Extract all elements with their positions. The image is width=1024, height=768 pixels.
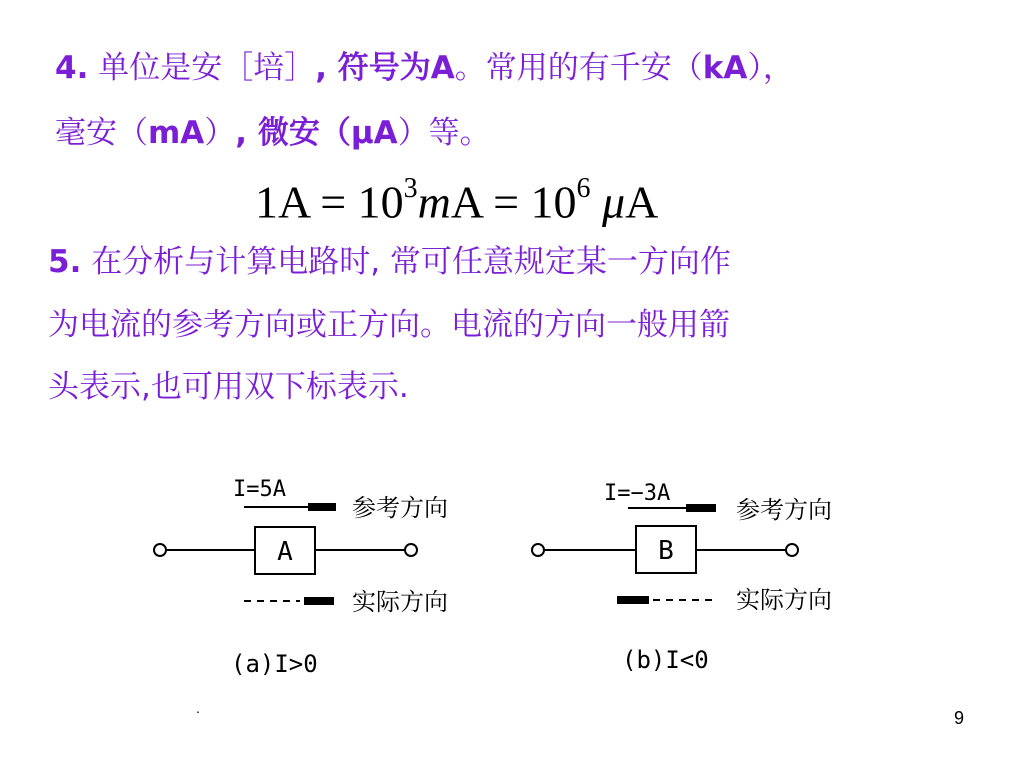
- point4-text-j: , 微安（: [235, 115, 351, 151]
- point4-text-e: kA: [702, 50, 748, 86]
- formula-prefix2: μ: [602, 176, 626, 228]
- diagram-a-caption: (a)I>0: [231, 650, 318, 678]
- diagram-a-right-terminal: [405, 544, 417, 556]
- formula-base1: 10: [357, 176, 404, 228]
- point4-text-g: 毫安（: [55, 115, 148, 151]
- diagram-b-current-label: I=−3A: [604, 481, 671, 506]
- diagram-b-caption: (b)I<0: [622, 646, 709, 674]
- point4-number: 4.: [55, 50, 89, 86]
- point4-text-f: ），: [747, 50, 794, 86]
- formula-unit1: A: [450, 176, 482, 228]
- formula-lhs: 1A: [255, 176, 309, 228]
- diagram-b-ref-arrow-head: [686, 504, 716, 512]
- point4-text-d: 。常用的有千安（: [454, 50, 703, 86]
- formula-prefix1: m: [417, 176, 451, 228]
- diagram-b: [532, 481, 832, 674]
- point4-text-l: ）等。: [397, 115, 491, 151]
- diagram-a-ref-label: 参考方向: [352, 494, 448, 522]
- diagram-a-left-terminal: [154, 544, 166, 556]
- diagram-b-actual-label: 实际方向: [736, 586, 832, 614]
- page-number: 9: [953, 708, 964, 728]
- formula-unit2: A: [625, 176, 659, 228]
- point5-text-2: 为电流的参考方向或正方向。电流的方向一般用箭: [48, 307, 730, 343]
- diagram-a: [154, 477, 448, 678]
- point5-text-3: 头表示,也可用双下标表示.: [48, 369, 409, 405]
- diagram-a-actual-label: 实际方向: [352, 588, 448, 616]
- point4-text-a: 单位是安［培］: [98, 50, 316, 86]
- diagram-b-element-label: B: [658, 536, 674, 566]
- point4-text-b: , 符号为: [315, 50, 431, 86]
- diagram-b-left-terminal: [532, 544, 544, 556]
- point4-text-h: mA: [148, 115, 205, 151]
- formula-eq2: =: [493, 176, 520, 228]
- diagram-a-element-label: A: [277, 537, 293, 567]
- diagram-a-actual-arrow-head: [304, 597, 334, 605]
- point4-text-c: A: [430, 50, 455, 86]
- formula-exp1: 3: [403, 173, 418, 204]
- diagram-a-ref-arrow-head: [308, 503, 336, 511]
- footer-dot: .: [196, 700, 200, 716]
- diagram-b-actual-arrow-head: [617, 596, 649, 604]
- point4-text-k: μA: [350, 115, 398, 151]
- formula-eq1: =: [320, 176, 347, 228]
- formula-base2: 10: [530, 176, 577, 228]
- diagram-a-current-label: I=5A: [233, 477, 286, 502]
- diagram-b-ref-label: 参考方向: [736, 496, 832, 524]
- point5-number: 5.: [48, 244, 82, 280]
- diagram-b-right-terminal: [786, 544, 798, 556]
- formula-exp2: 6: [576, 173, 591, 204]
- point5-text-1: 在分析与计算电路时, 常可任意规定某一方向作: [91, 244, 731, 280]
- point4-text-i: ）: [204, 115, 236, 151]
